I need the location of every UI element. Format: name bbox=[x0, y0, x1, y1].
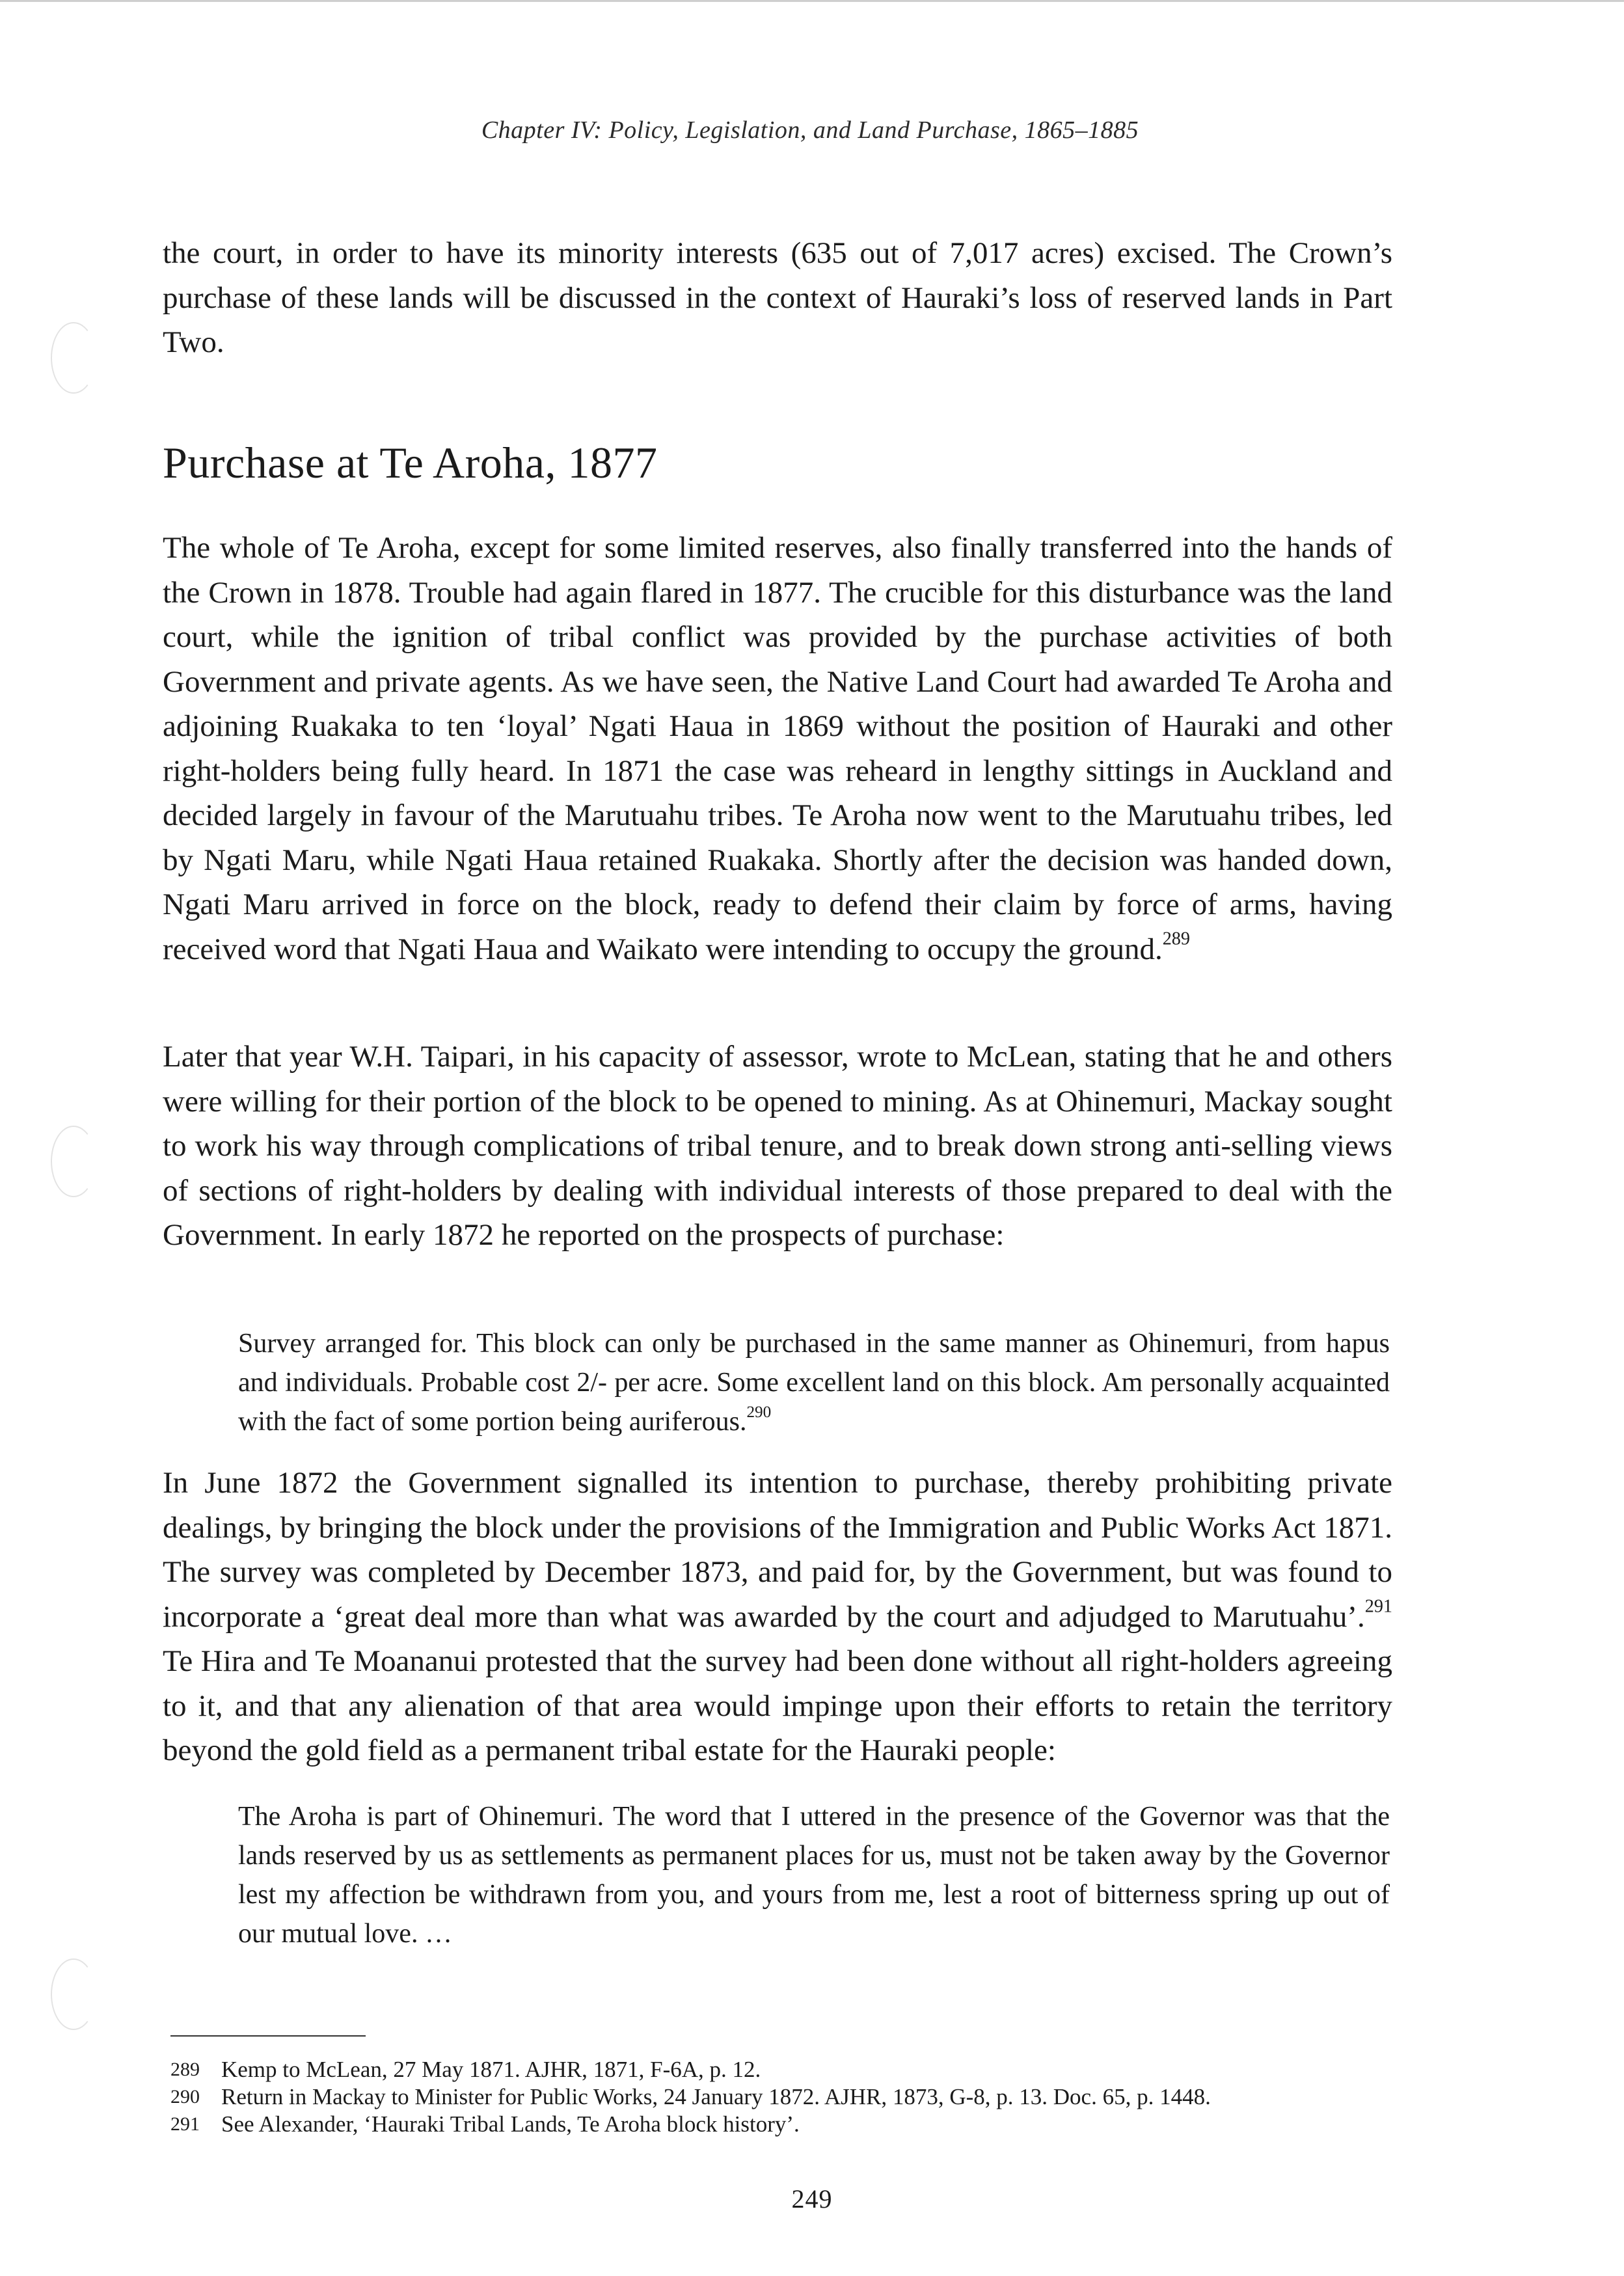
punch-hole-mark bbox=[51, 1126, 96, 1197]
footnotes bbox=[170, 2056, 1394, 2138]
footnote-text: Kemp to McLean, 27 May 1871. AJHR, 1871, F-6A, p. 12. bbox=[221, 2057, 761, 2082]
blockquote-1-text: Survey arranged for. This block can only be purchased in the same manner as Ohinemuri, from hapus and individuals. Probable cost 2/- per acre. Some excellent land on this block. Am personally acquainted with the fact of some portion being auriferous. bbox=[238, 1329, 1390, 1437]
footnote-289 bbox=[170, 2056, 1394, 2083]
footnote-ref-290[interactable]: 290 bbox=[746, 1403, 772, 1421]
paragraph-2-text: The whole of Te Aroha, except for some limited reserves, also finally transferred into the hands of the Crown in 1878. Trouble had again flared in 1877. The crucible for this disturbance was the land court, while the ignition of tribal conflict was provided by the purchase activities of both Government and private agents. As we have seen, the Native Land Court had awarded Te Aroha and adjoining Ruakaka to ten ‘loyal’ Ngati Haua in 1869 without the position of Hauraki and other right-holders being fully heard. In 1871 the case was reheard in lengthy sittings in Auckland and decided largely in favour of the Marutuahu tribes. Te Aroha now went to the Marutuahu tribes, led by Ngati Maru, while Ngati Haua retained Ruakaka. Shortly after the decision was handed down, Ngati Maru arrived in force on the block, ready to defend their claim by force of arms, having received word that Ngati Haua and Waikato were intending to occupy the ground. bbox=[163, 531, 1392, 966]
footnote-number: 289 bbox=[170, 2059, 200, 2080]
blockquote-1 bbox=[238, 1324, 1390, 1441]
section-heading: Purchase at Te Aroha, 1877 bbox=[163, 438, 658, 487]
paragraph-4-text-b: Te Hira and Te Moananui protested that the survey had been done without all right-holders agreeing to it, and that any alienation of that area would impinge upon their efforts to retain the territory beyond the gold field as a permanent tribal estate for the Hauraki people: bbox=[163, 1644, 1392, 1767]
paragraph-3: Later that year W.H. Taipari, in his capacity of assessor, wrote to McLean, stating that he and others were willing for their portion of the block to be opened to mining. As at Ohinemuri, Mackay sought to work his way through complications of tribal tenure, and to break down strong anti-selling views of sections of right-holders by dealing with individual interests of those prepared to deal with the Government. In early 1872 he reported on the prospects of purchase: bbox=[163, 1040, 1392, 1252]
footnote-text: Return in Mackay to Minister for Public Works, 24 January 1872. AJHR, 1873, G-8, p. 13. Doc. 65, p. 1448. bbox=[221, 2084, 1211, 2109]
footnote-divider bbox=[170, 2035, 366, 2037]
paragraph-2 bbox=[163, 526, 1392, 971]
paragraph-1: the court, in order to have its minority interests (635 out of 7,017 acres) excised. The Crown’s purchase of these lands will be discussed in the context of Hauraki’s loss of reserved lands in Part Two. bbox=[163, 236, 1392, 359]
footnote-text: See Alexander, ‘Hauraki Tribal Lands, Te Aroha block history’. bbox=[221, 2111, 800, 2137]
blockquote-2: The Aroha is part of Ohinemuri. The word that I uttered in the presence of the Governor was that the lands reserved by us as settlements as permanent places for us, must not be taken away by the Governor lest my affection be withdrawn from you, and yours from me, lest a root of bitterness spring up out of our mutual love. … bbox=[238, 1802, 1390, 1949]
footnote-ref-291[interactable]: 291 bbox=[1364, 1595, 1392, 1616]
paragraph-4-text-a: In June 1872 the Government signalled its intention to purchase, thereby prohibiting private dealings, by bringing the block under the provisions of the Immigration and Public Works Act 1871. The survey was completed by December 1873, and paid for, by the Government, but was found to incorporate a ‘great deal more than what was awarded by the court and adjudged to Marutuahu’. bbox=[163, 1466, 1392, 1634]
footnote-290 bbox=[170, 2083, 1394, 2111]
footnote-291 bbox=[170, 2111, 1394, 2138]
page-number: 249 bbox=[791, 2184, 833, 2214]
footnote-ref-289[interactable]: 289 bbox=[1162, 928, 1190, 949]
running-header: Chapter IV: Policy, Legislation, and Land Purchase, 1865–1885 bbox=[481, 116, 1139, 144]
footnote-number: 290 bbox=[170, 2086, 200, 2107]
paragraph-4 bbox=[163, 1461, 1392, 1773]
scan-top-edge bbox=[0, 0, 1624, 2]
punch-hole-mark bbox=[51, 1958, 96, 2030]
footnote-number: 291 bbox=[170, 2113, 200, 2135]
punch-hole-mark bbox=[51, 322, 96, 394]
